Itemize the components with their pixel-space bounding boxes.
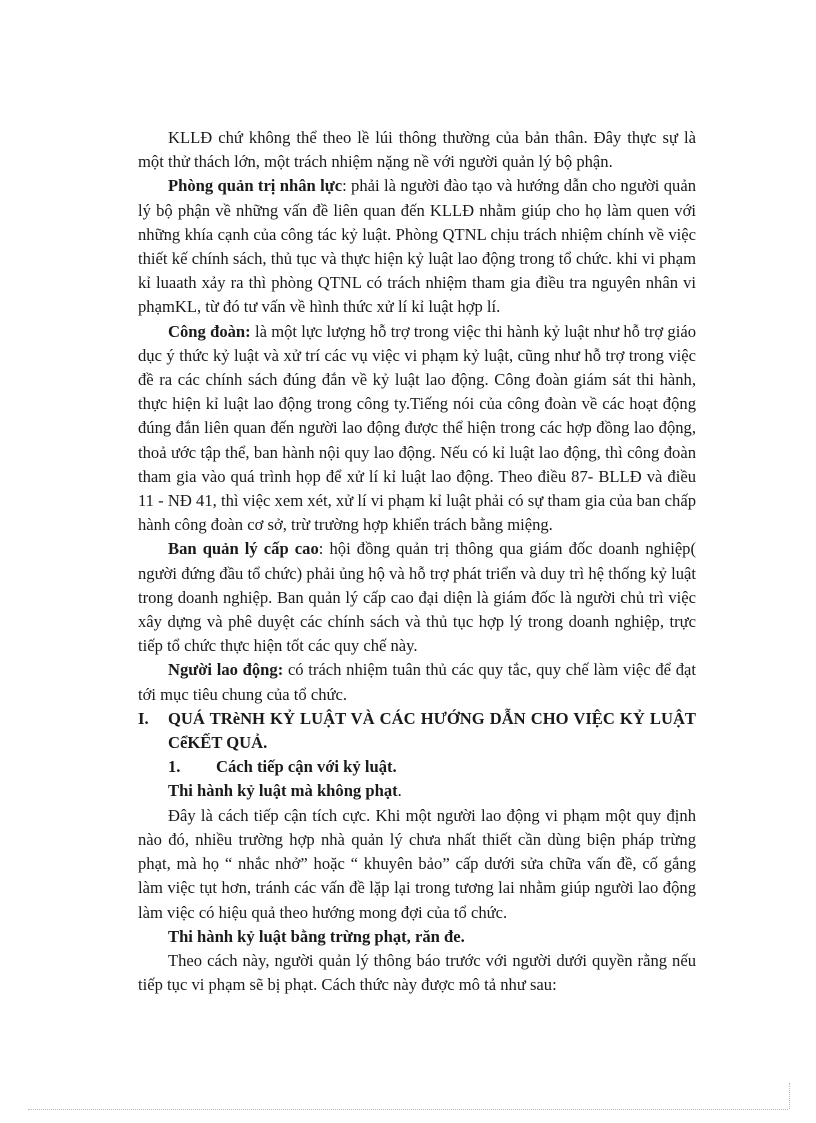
- paragraph-hr-department: [138, 174, 696, 319]
- paragraph-text: : hội đồng quản trị thông qua giám đốc doanh nghiệp( người đứng đầu tổ chức) phải ủng hộ và hỗ trợ phát triển và duy trì hệ thống kỷ luật trong doanh nghiệp. Ban quản lý cấp cao đại diện là giám đốc là người chủ trì việc xây dựng và phê duyệt các chính sách và thủ tục hợp lý trong doanh nghiệp, trực tiếp tổ chức thực hiện tốt các quy chế này.: [138, 539, 697, 656]
- paragraph-text: Đây là cách tiếp cận tích cực. Khi một người lao động vi phạm một quy định nào đó, nhiều trường hợp nhà quản lý chưa nhất thiết cần dùng biện pháp trừng phạt, mà họ “ nhắc nhở” hoặc “ khuyên bảo” cấp dưới sửa chữa vấn đề, cố gắng làm việc tụt hơn, tránh các vấn đề lặp lại trong tương lai nhằm giúp người lao động làm việc có hiệu quả theo hướng mong đợi của tổ chức.: [138, 805, 696, 922]
- page-right-border: [789, 1083, 790, 1109]
- term-trade-union: Công đoàn:: [168, 321, 251, 341]
- section-heading: [138, 707, 696, 755]
- paragraph-text: là một lực lượng hỗ trợ trong việc thi hành kỷ luật như hỗ trợ giáo dục ý thức kỷ luật và xử trí các vụ việc vi phạm kỷ luật, cũng như hỗ trợ trong việc đề ra các chính sách đúng đắn về kỷ luật lao động. Công đoàn giám sát thi hành, thực hiện kỉ luật lao động trong công ty.Tiếng nói của công đoàn về các hoạt động đúng đắn liên quan đến người lao động được thể hiện trong các hợp đồng lao động, thoả ước tập thể, ban hành nội quy lao động. Nếu có kỉ luật lao động, thì công đoàn tham gia vào quá trình họp để xử lí kỉ luật lao động. Theo điều 87- BLLĐ và điều 11 - NĐ 41, thì việc xem xét, xử lí vi phạm kỉ luật phải có sự tham gia của ban chấp hành công đoàn cơ sở, trừ trường hợp khiển trách bằng miệng.: [138, 321, 697, 535]
- page-bottom-border: [28, 1109, 788, 1110]
- approach-heading-no-punishment: Thi hành kỷ luật mà không phạt.: [168, 781, 402, 801]
- paragraph-text: KLLĐ chứ không thể theo lề lúi thông thường của bản thân. Đây thực sự là một thử thách lớn, một trách nhiệm nặng nề với người quản lý bộ phận.: [138, 128, 696, 172]
- term-senior-management: Ban quản lý cấp cao: [168, 539, 319, 559]
- paragraph-punishment-approach: [138, 949, 696, 997]
- paragraph-senior-management: [138, 537, 696, 658]
- approach-heading-punishment: Thi hành kỷ luật bằng trừng phạt, răn đe.: [168, 926, 465, 946]
- paragraph-text: có trách nhiệm tuân thủ các quy tắc, quy chế làm việc để đạt tới mục tiêu chung của tổ chức.: [138, 660, 696, 704]
- paragraph-trade-union: [138, 320, 696, 538]
- paragraph-text: : phải là người đào tạo và hướng dẫn cho người quản lý bộ phận về những vấn đề liên quan đến KLLĐ nhằm giúp cho họ làm quen với những khía cạnh của công tác kỷ luật. Phòng QTNL chịu trách nhiệm chính về việc thiết kế chính sách, thủ tục và thực hiện kỷ luật lao động trong tổ chức. khi vi phạm kỉ luaath xảy ra thì phòng QTNL có trách nhiệm tham gia điều tra nguyên nhân vi phạmKL, từ đó tư vấn về hình thức xử lí kỉ luật hợp lí.: [138, 176, 696, 317]
- paragraph-text: Theo cách này, người quản lý thông báo trước với người dưới quyền rằng nếu tiếp tục vi phạm sẽ bị phạt. Cách thức này được mô tả như sau:: [138, 950, 696, 995]
- subsection-title: Cách tiếp cận với kỷ luật.: [216, 757, 397, 777]
- paragraph-positive-approach: [138, 804, 696, 925]
- section-number: I.: [138, 708, 149, 728]
- term-employees: Người lao động:: [168, 660, 284, 680]
- term-hr-department: Phòng quản trị nhân lực: [168, 176, 343, 196]
- subsection-heading: [138, 755, 696, 779]
- section-title: QUÁ TRèNH KỶ LUẬT VÀ CÁC HƯỚNG DẪN CHO VIỆC KỶ LUẬT CểKẾT QUẢ.: [168, 708, 696, 753]
- body-text: [138, 126, 696, 997]
- paragraph-employees: [138, 658, 696, 706]
- subsection-number: 1.: [168, 757, 181, 777]
- paragraph-kllđ-continuation: [138, 126, 696, 174]
